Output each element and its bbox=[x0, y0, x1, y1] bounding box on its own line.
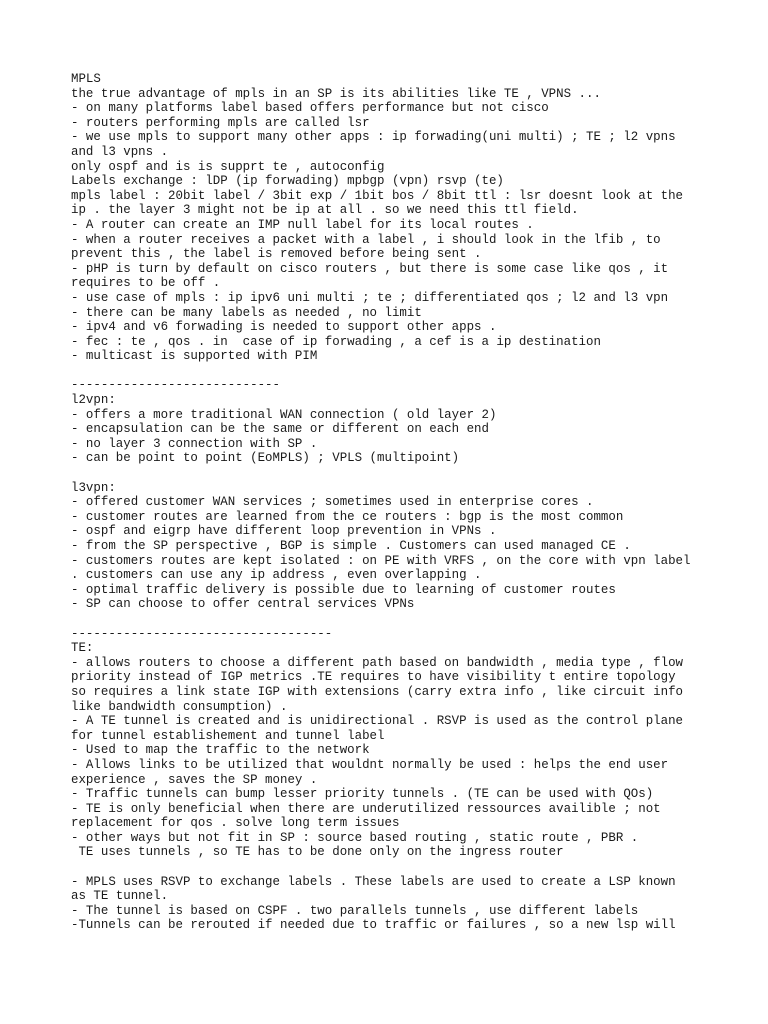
doc-line: - customer routes are learned from the ce routers : bgp is the most common bbox=[71, 509, 624, 524]
doc-line: - customers routes are kept isolated : on PE with VRFS , on the core with vpn label bbox=[71, 553, 691, 568]
doc-line: as TE tunnel. bbox=[71, 889, 169, 904]
doc-line: - allows routers to choose a different path based on bandwidth , media type , flow bbox=[71, 655, 684, 670]
doc-line: - offers a more traditional WAN connection ( old layer 2) bbox=[71, 407, 497, 422]
blank-line bbox=[71, 466, 711, 481]
doc-line: MPLS bbox=[71, 72, 101, 86]
doc-line: - SP can choose to offer central services VPNs bbox=[71, 597, 415, 612]
doc-line: - when a router receives a packet with a label , i should look in the lfib , to bbox=[71, 232, 661, 247]
doc-line: - there can be many labels as needed , no limit bbox=[71, 305, 422, 320]
doc-line: experience , saves the SP money . bbox=[71, 772, 318, 787]
doc-line: for tunnel establishement and tunnel label bbox=[71, 728, 385, 743]
doc-line: - TE is only beneficial when there are underutilized ressources availible ; not bbox=[71, 801, 661, 816]
doc-line: - ospf and eigrp have different loop prevention in VPNs . bbox=[71, 524, 497, 539]
doc-line: - MPLS uses RSVP to exchange labels . These labels are used to create a LSP known bbox=[71, 874, 676, 889]
section-divider: ---------------------------- bbox=[71, 378, 280, 393]
doc-line: - routers performing mpls are called lsr bbox=[71, 115, 370, 130]
doc-line: - on many platforms label based offers performance but not cisco bbox=[71, 101, 549, 116]
doc-line: - optimal traffic delivery is possible due to learning of customer routes bbox=[71, 582, 616, 597]
doc-line: TE uses tunnels , so TE has to be done only on the ingress router bbox=[71, 845, 564, 860]
doc-line: - from the SP perspective , BGP is simple . Customers can used managed CE . bbox=[71, 539, 631, 553]
doc-line: - use case of mpls : ip ipv6 uni multi ; te ; differentiated qos ; l2 and l3 vpn bbox=[71, 290, 669, 305]
doc-line: only ospf and is is supprt te , autoconfig bbox=[71, 159, 385, 174]
doc-line: - Traffic tunnels can bump lesser priority tunnels . (TE can be used with QOs) bbox=[71, 787, 654, 802]
doc-line: - offered customer WAN services ; sometimes used in enterprise cores . bbox=[71, 495, 594, 510]
section-divider: ----------------------------------- bbox=[71, 626, 333, 641]
document-page bbox=[71, 72, 711, 933]
doc-line: priority instead of IGP metrics .TE requires to have visibility t entire topology bbox=[71, 670, 676, 685]
doc-line: the true advantage of mpls in an SP is its abilities like TE , VPNS ... bbox=[71, 86, 601, 101]
doc-line: - Used to map the traffic to the network bbox=[71, 743, 370, 758]
section-heading: l3vpn: bbox=[71, 480, 116, 495]
doc-line: - no layer 3 connection with SP . bbox=[71, 436, 318, 451]
doc-line: Labels exchange : lDP (ip forwading) mpbgp (vpn) rsvp (te) bbox=[71, 174, 504, 189]
doc-line: - multicast is supported with PIM bbox=[71, 349, 318, 364]
blank-line bbox=[71, 364, 711, 379]
doc-line: - ipv4 and v6 forwading is needed to support other apps . bbox=[71, 320, 497, 335]
doc-line: . customers can use any ip address , even overlapping . bbox=[71, 568, 482, 583]
blank-line bbox=[71, 612, 711, 627]
doc-line: ip . the layer 3 might not be ip at all . so we need this ttl field. bbox=[71, 203, 579, 218]
doc-line: - Allows links to be utilized that wouldnt normally be used : helps the end user bbox=[71, 757, 669, 772]
doc-line: like bandwidth consumption) . bbox=[71, 699, 288, 714]
doc-line: - encapsulation can be the same or different on each end bbox=[71, 422, 489, 437]
doc-line: - can be point to point (EoMPLS) ; VPLS (multipoint) bbox=[71, 451, 460, 466]
blank-line bbox=[71, 860, 711, 875]
section-heading: l2vpn: bbox=[71, 393, 116, 408]
doc-line: - A router can create an IMP null label for its local routes . bbox=[71, 217, 534, 232]
doc-line: - we use mpls to support many other apps : ip forwading(uni multi) ; TE ; l2 vpns bbox=[71, 130, 676, 145]
doc-line: - pHP is turn by default on cisco routers , but there is some case like qos , it bbox=[71, 261, 669, 276]
doc-line: - A TE tunnel is created and is unidirectional . RSVP is used as the control plane bbox=[71, 714, 684, 729]
doc-line: - other ways but not fit in SP : source based routing , static route , PBR . bbox=[71, 830, 639, 845]
doc-line: - fec : te , qos . in case of ip forwading , a cef is a ip destination bbox=[71, 334, 601, 349]
doc-line: and l3 vpns . bbox=[71, 144, 169, 159]
section-heading: TE: bbox=[71, 641, 94, 656]
doc-line: prevent this , the label is removed before being sent . bbox=[71, 247, 482, 262]
doc-line: -Tunnels can be rerouted if needed due to traffic or failures , so a new lsp will bbox=[71, 918, 676, 933]
doc-line: mpls label : 20bit label / 3bit exp / 1bit bos / 8bit ttl : lsr doesnt look at the bbox=[71, 188, 684, 203]
doc-line: so requires a link state IGP with extensions (carry extra info , like circuit info bbox=[71, 684, 684, 699]
doc-line: replacement for qos . solve long term issues bbox=[71, 816, 400, 831]
doc-line: requires to be off . bbox=[71, 276, 221, 291]
doc-line: - The tunnel is based on CSPF . two parallels tunnels , use different labels bbox=[71, 903, 639, 918]
